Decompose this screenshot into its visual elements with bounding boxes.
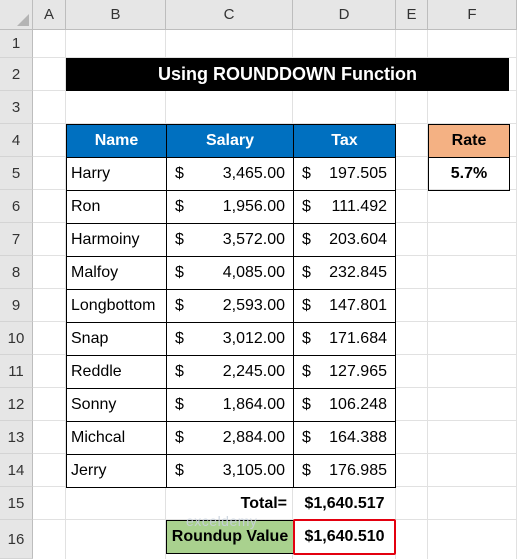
currency-symbol: $: [302, 462, 311, 479]
cell-name[interactable]: Harry: [66, 157, 167, 191]
tax-value: 147.801: [329, 297, 387, 314]
select-all-icon: [17, 14, 29, 26]
salary-value: 2,884.00: [222, 429, 285, 446]
currency-symbol: $: [175, 198, 184, 215]
row-header-2[interactable]: 2: [0, 58, 33, 91]
currency-symbol: $: [302, 165, 311, 182]
salary-value: 3,012.00: [222, 330, 285, 347]
cell-salary[interactable]: [166, 256, 294, 290]
header-tax[interactable]: Tax: [293, 124, 396, 158]
currency-symbol: $: [175, 330, 184, 347]
cell-tax[interactable]: [293, 388, 396, 422]
salary-value: 3,465.00: [222, 165, 285, 182]
row-header-4[interactable]: 4: [0, 124, 33, 157]
cell-name[interactable]: Malfoy: [66, 256, 167, 290]
cell-name[interactable]: Sonny: [66, 388, 167, 422]
tax-value: 197.505: [329, 165, 387, 182]
cell-name[interactable]: Snap: [66, 322, 167, 356]
watermark: exceldemy: [186, 513, 258, 529]
currency-symbol: $: [175, 363, 184, 380]
cell-tax[interactable]: [293, 421, 396, 455]
tax-value: 232.845: [329, 264, 387, 281]
cell-tax[interactable]: [293, 322, 396, 356]
cell-name[interactable]: Longbottom: [66, 289, 167, 323]
cell-tax[interactable]: [293, 256, 396, 290]
rate-header[interactable]: Rate: [428, 124, 510, 158]
cell-tax[interactable]: [293, 157, 396, 191]
column-header-b[interactable]: B: [66, 0, 166, 30]
currency-symbol: $: [302, 330, 311, 347]
cell-salary[interactable]: [166, 454, 294, 488]
currency-symbol: $: [302, 231, 311, 248]
row-header-8[interactable]: 8: [0, 256, 33, 289]
cell-salary[interactable]: [166, 421, 294, 455]
cell-tax[interactable]: [293, 223, 396, 257]
currency-symbol: $: [175, 429, 184, 446]
tax-value: 164.388: [329, 429, 387, 446]
salary-value: 1,956.00: [222, 198, 285, 215]
currency-symbol: $: [302, 363, 311, 380]
row-header-12[interactable]: 12: [0, 388, 33, 421]
column-header-e[interactable]: E: [396, 0, 428, 30]
cell-name[interactable]: Michcal: [66, 421, 167, 455]
row-header-3[interactable]: 3: [0, 91, 33, 124]
cell-name[interactable]: Jerry: [66, 454, 167, 488]
sheet-title[interactable]: Using ROUNDDOWN Function: [66, 58, 509, 91]
tax-value: 106.248: [329, 396, 387, 413]
currency-symbol: $: [302, 429, 311, 446]
cell-tax[interactable]: [293, 355, 396, 389]
cell-salary[interactable]: [166, 355, 294, 389]
row-header-13[interactable]: 13: [0, 421, 33, 454]
row-header-7[interactable]: 7: [0, 223, 33, 256]
salary-value: 2,245.00: [222, 363, 285, 380]
total-value[interactable]: $1,640.517: [304, 494, 385, 512]
cell-name[interactable]: Ron: [66, 190, 167, 224]
cell-tax[interactable]: [293, 190, 396, 224]
currency-symbol: $: [302, 198, 311, 215]
roundup-value[interactable]: $1,640.510: [293, 519, 396, 555]
cell-tax[interactable]: [293, 454, 396, 488]
row-header-14[interactable]: 14: [0, 454, 33, 487]
column-header-f[interactable]: F: [428, 0, 517, 30]
cell-salary[interactable]: [166, 322, 294, 356]
row-header-10[interactable]: 10: [0, 322, 33, 355]
cell-salary[interactable]: [166, 157, 294, 191]
currency-symbol: $: [175, 462, 184, 479]
currency-symbol: $: [302, 297, 311, 314]
currency-symbol: $: [175, 396, 184, 413]
gridline: [427, 30, 428, 559]
currency-symbol: $: [175, 264, 184, 281]
tax-value: 111.492: [331, 198, 387, 215]
cell-salary[interactable]: [166, 223, 294, 257]
roundup-label[interactable]: Roundup Value: [166, 520, 294, 554]
tax-value: 171.684: [329, 330, 387, 347]
tax-value: 127.965: [329, 363, 387, 380]
currency-symbol: $: [175, 297, 184, 314]
cell-salary[interactable]: [166, 289, 294, 323]
column-header-c[interactable]: C: [166, 0, 293, 30]
currency-symbol: $: [175, 165, 184, 182]
tax-value: 176.985: [329, 462, 387, 479]
cell-salary[interactable]: [166, 388, 294, 422]
total-label[interactable]: Total=: [240, 494, 287, 512]
row-header-6[interactable]: 6: [0, 190, 33, 223]
header-name[interactable]: Name: [66, 124, 167, 158]
column-header-d[interactable]: D: [293, 0, 396, 30]
cell-name[interactable]: Reddle: [66, 355, 167, 389]
row-header-15[interactable]: 15: [0, 487, 33, 520]
row-header-11[interactable]: 11: [0, 355, 33, 388]
row-header-1[interactable]: 1: [0, 30, 33, 58]
rate-value[interactable]: 5.7%: [428, 157, 510, 191]
cell-name[interactable]: Harmoiny: [66, 223, 167, 257]
cell-tax[interactable]: [293, 289, 396, 323]
column-header-a[interactable]: A: [33, 0, 66, 30]
currency-symbol: $: [175, 231, 184, 248]
salary-value: 3,572.00: [222, 231, 285, 248]
cell-salary[interactable]: [166, 190, 294, 224]
currency-symbol: $: [302, 396, 311, 413]
select-all-corner[interactable]: [0, 0, 33, 30]
currency-symbol: $: [302, 264, 311, 281]
salary-value: 3,105.00: [222, 462, 285, 479]
salary-value: 1,864.00: [222, 396, 285, 413]
salary-value: 4,085.00: [222, 264, 285, 281]
row-header-16[interactable]: 16: [0, 520, 33, 559]
salary-value: 2,593.00: [222, 297, 285, 314]
row-header-5[interactable]: 5: [0, 157, 33, 190]
header-salary[interactable]: Salary: [166, 124, 294, 158]
tax-value: 203.604: [329, 231, 387, 248]
row-header-9[interactable]: 9: [0, 289, 33, 322]
